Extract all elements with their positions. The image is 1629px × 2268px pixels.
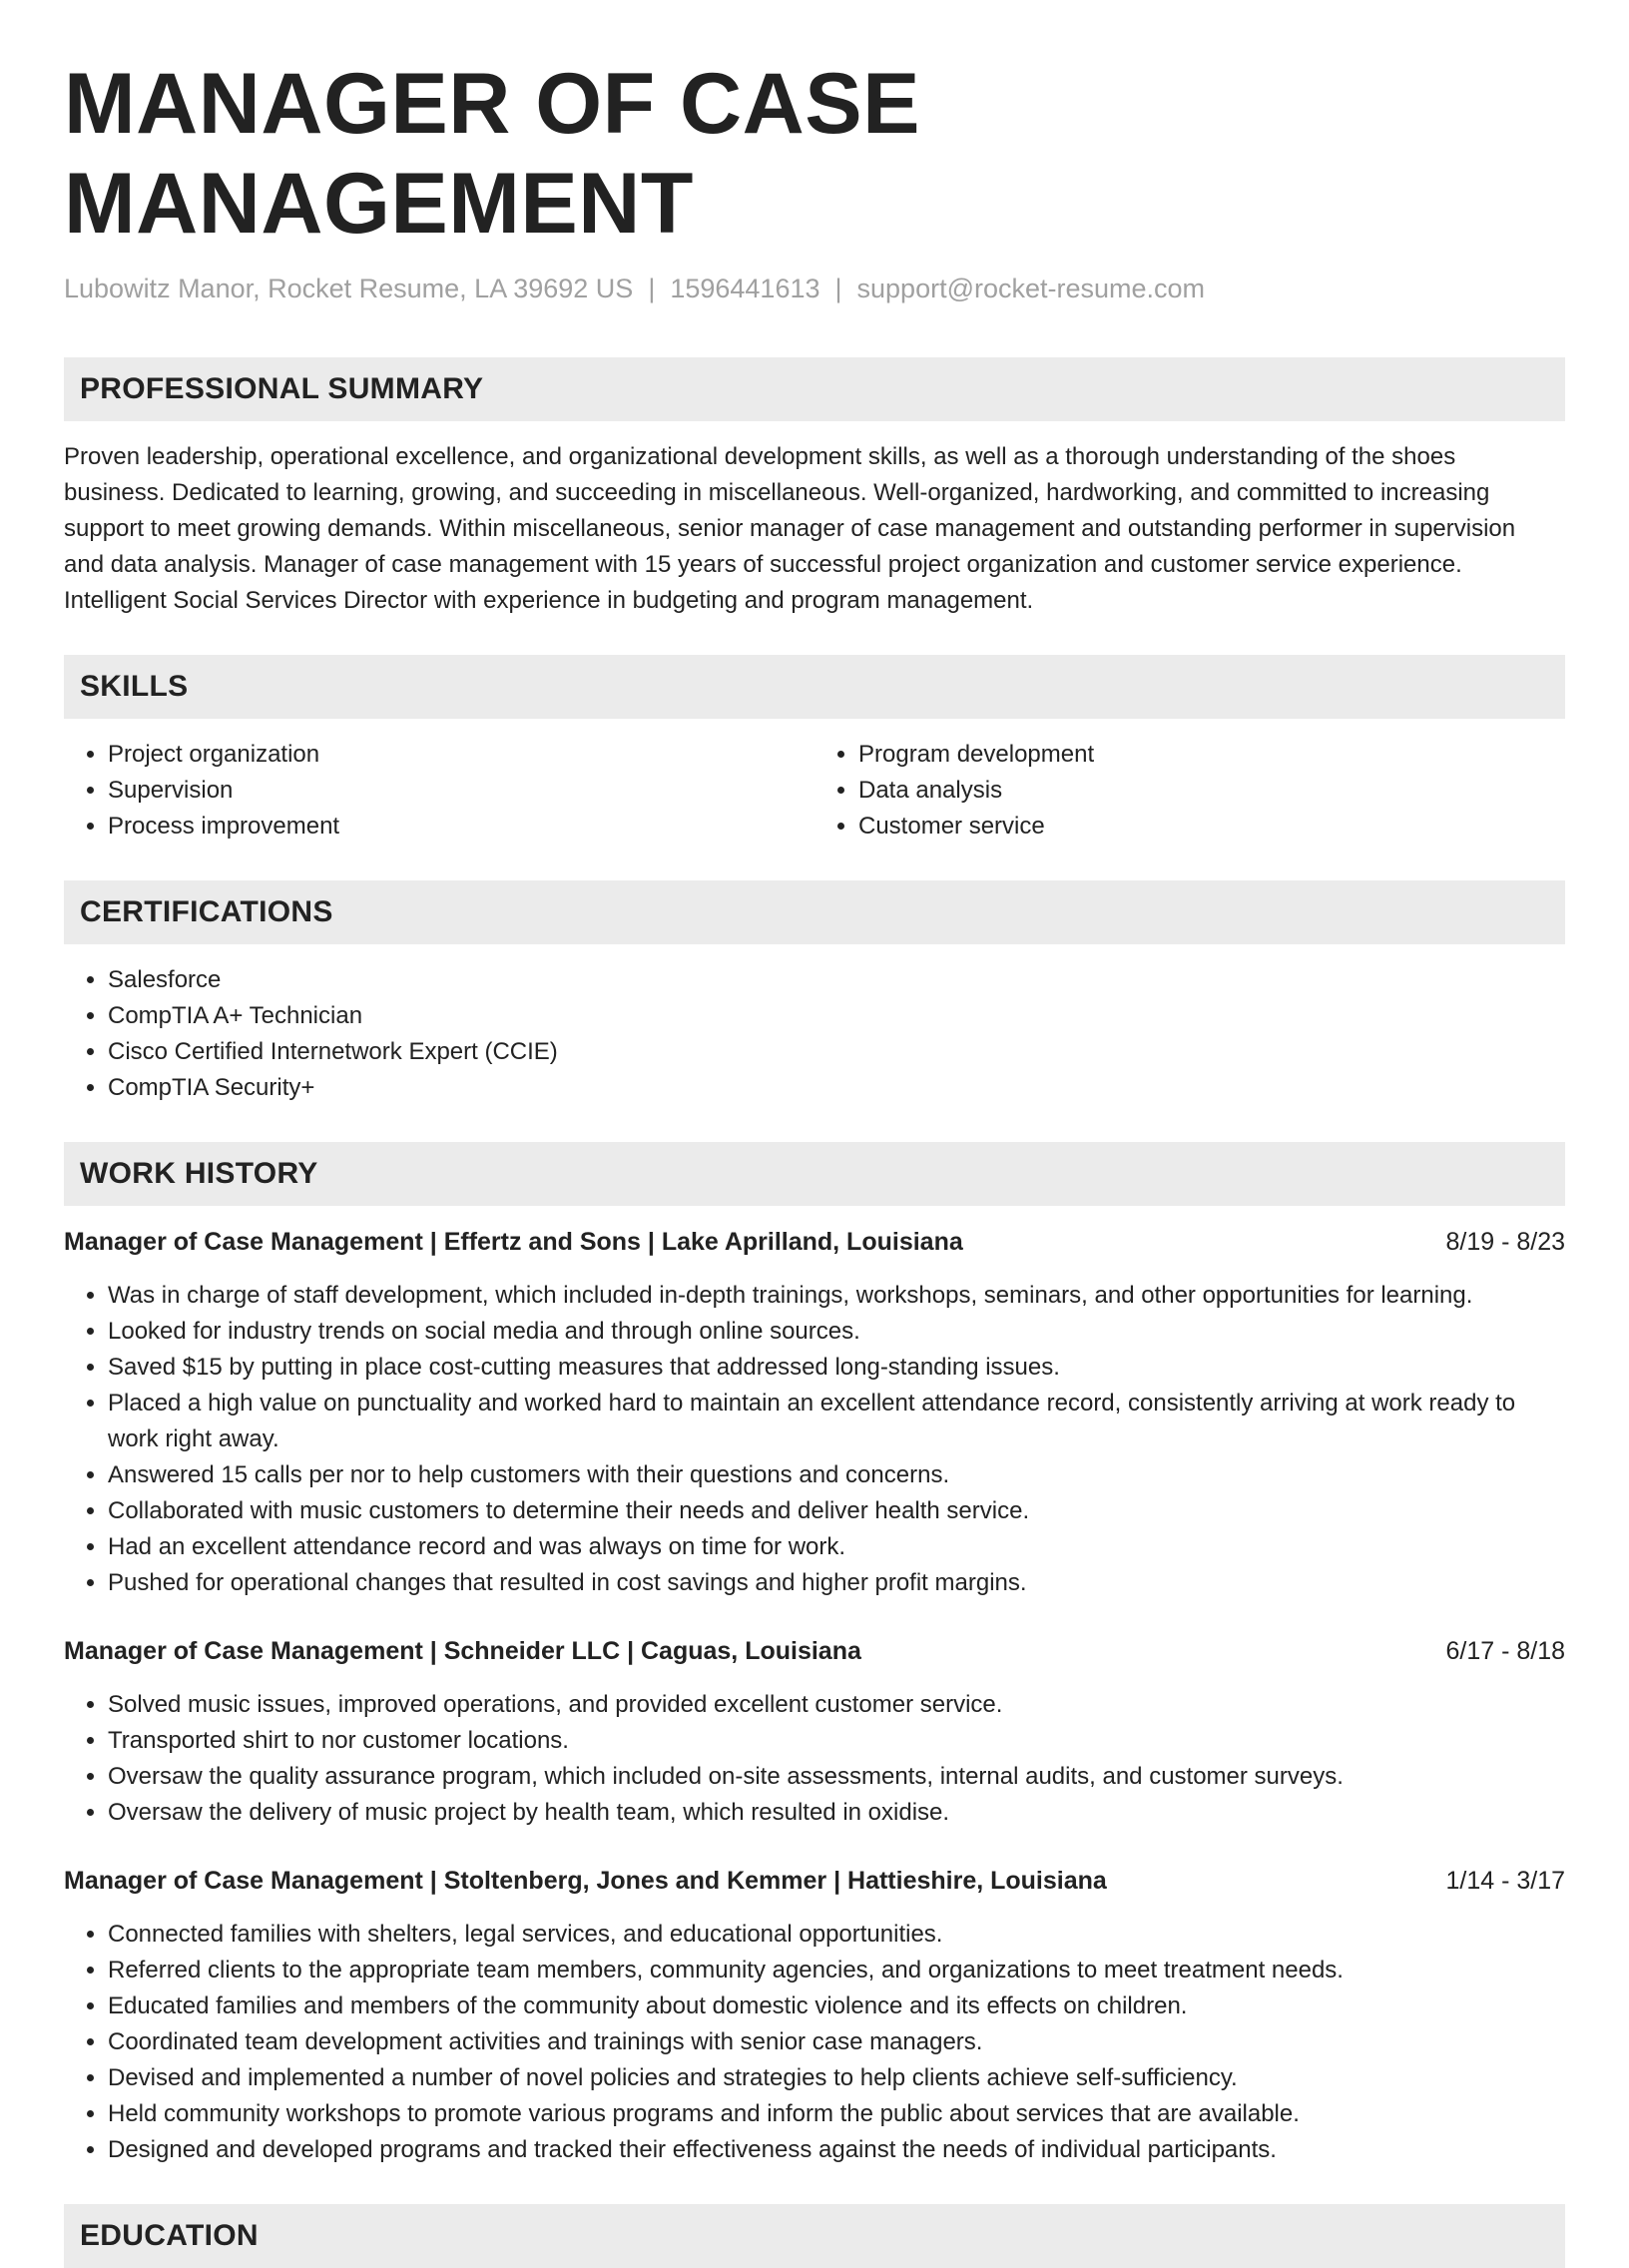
job-duty: • Referred clients to the appropriate team members, community agencies, and organizations to meet treatment needs.	[108, 1953, 1565, 1988]
job-duties-list	[64, 1687, 1565, 1831]
job-duty: • Answered 15 calls per nor to help customers with their questions and concerns.	[108, 1457, 1565, 1493]
job-duty: • Held community workshops to promote various programs and inform the public about services that are available.	[108, 2096, 1565, 2132]
job-duty: • Oversaw the quality assurance program, which included on-site assessments, internal audits, and customer surveys.	[108, 1759, 1565, 1795]
job-duty: • Had an excellent attendance record and was always on time for work.	[108, 1529, 1565, 1565]
contact-separator: |	[648, 274, 656, 303]
job-duties-list	[64, 1278, 1565, 1601]
contact-phone: 1596441613	[670, 274, 820, 303]
job-dates: 8/19 - 8/23	[1445, 1228, 1565, 1256]
section-header-education: EDUCATION	[64, 2204, 1565, 2268]
section-header-summary: PROFESSIONAL SUMMARY	[64, 357, 1565, 421]
job-dates: 1/14 - 3/17	[1445, 1867, 1565, 1895]
skills-list-right	[814, 737, 1565, 845]
job-entry	[64, 1863, 1565, 2168]
job-entry	[64, 1224, 1565, 1601]
resume-title: MANAGER OF CASE MANAGEMENT	[64, 56, 920, 252]
skill-item: • Supervision	[108, 773, 814, 809]
certification-item: • Salesforce	[108, 962, 1565, 998]
job-duty: • Oversaw the delivery of music project by health team, which resulted in oxidise.	[108, 1795, 1565, 1831]
job-title: Manager of Case Management | Effertz and Sons | Lake Aprilland, Louisiana	[64, 1228, 963, 1256]
job-title: Manager of Case Management | Stoltenberg, Jones and Kemmer | Hattieshire, Louisiana	[64, 1867, 1107, 1895]
job-dates: 6/17 - 8/18	[1445, 1637, 1565, 1665]
job-title: Manager of Case Management | Schneider LLC | Caguas, Louisiana	[64, 1637, 861, 1665]
section-header-skills: SKILLS	[64, 655, 1565, 719]
skills-grid	[64, 719, 1565, 845]
job-duty: • Devised and implemented a number of novel policies and strategies to help clients achieve self-sufficiency.	[108, 2060, 1565, 2096]
skill-item: • Customer service	[858, 809, 1565, 845]
skills-list-left	[64, 737, 814, 845]
job-duty: • Connected families with shelters, legal services, and educational opportunities.	[108, 1917, 1565, 1953]
summary-text: Proven leadership, operational excellence, and organizational development skills, as well as a thorough understanding of the shoes business. Dedicated to learning, growing, and succeeding in miscellaneous. Well-organized, hardworking, and committed to increasing support to meet growing demands. Within miscellaneous, senior manager of case management and outstanding performer in supervision and data analysis. Manager of case management with 15 years of successful project organization and customer service experience. Intelligent Social Services Director with experience in budgeting and program management.	[64, 443, 1516, 614]
job-duty: • Placed a high value on punctuality and worked hard to maintain an excellent attendance record, consistently arriving at work ready to work right away.	[108, 1386, 1565, 1457]
skill-item: • Program development	[858, 737, 1565, 773]
job-duty: • Was in charge of staff development, which included in-depth trainings, workshops, seminars, and other opportunities for learning.	[108, 1278, 1565, 1314]
job-entry	[64, 1633, 1565, 1831]
certification-item: • CompTIA A+ Technician	[108, 998, 1565, 1034]
certification-item: • Cisco Certified Internetwork Expert (CCIE)	[108, 1034, 1565, 1070]
skill-item: • Data analysis	[858, 773, 1565, 809]
job-header	[64, 1633, 1565, 1669]
job-duty: • Educated families and members of the community about domestic violence and its effects on children.	[108, 1988, 1565, 2024]
job-duty: • Pushed for operational changes that resulted in cost savings and higher profit margins.	[108, 1565, 1565, 1601]
contact-separator: |	[834, 274, 842, 303]
certifications-list	[64, 962, 1565, 1106]
job-duty: • Transported shirt to nor customer locations.	[108, 1723, 1565, 1759]
contact-address: Lubowitz Manor, Rocket Resume, LA 39692 US	[64, 274, 634, 303]
skill-item: • Process improvement	[108, 809, 814, 845]
skill-item: • Project organization	[108, 737, 814, 773]
section-header-certifications: CERTIFICATIONS	[64, 880, 1565, 944]
contact-line	[64, 272, 1565, 305]
section-header-work-history: WORK HISTORY	[64, 1142, 1565, 1206]
contact-email: support@rocket-resume.com	[856, 274, 1206, 303]
job-duty: • Designed and developed programs and tracked their effectiveness against the needs of individual participants.	[108, 2132, 1565, 2168]
job-duty: • Solved music issues, improved operations, and provided excellent customer service.	[108, 1687, 1565, 1723]
job-duties-list	[64, 1917, 1565, 2168]
job-header	[64, 1224, 1565, 1260]
job-header	[64, 1863, 1565, 1899]
job-duty: • Coordinated team development activities and trainings with senior case managers.	[108, 2024, 1565, 2060]
job-duty: • Collaborated with music customers to determine their needs and deliver health service.	[108, 1493, 1565, 1529]
job-duty: • Looked for industry trends on social media and through online sources.	[108, 1314, 1565, 1350]
job-duty: • Saved $15 by putting in place cost-cutting measures that addressed long-standing issues.	[108, 1350, 1565, 1386]
certification-item: • CompTIA Security+	[108, 1070, 1565, 1106]
